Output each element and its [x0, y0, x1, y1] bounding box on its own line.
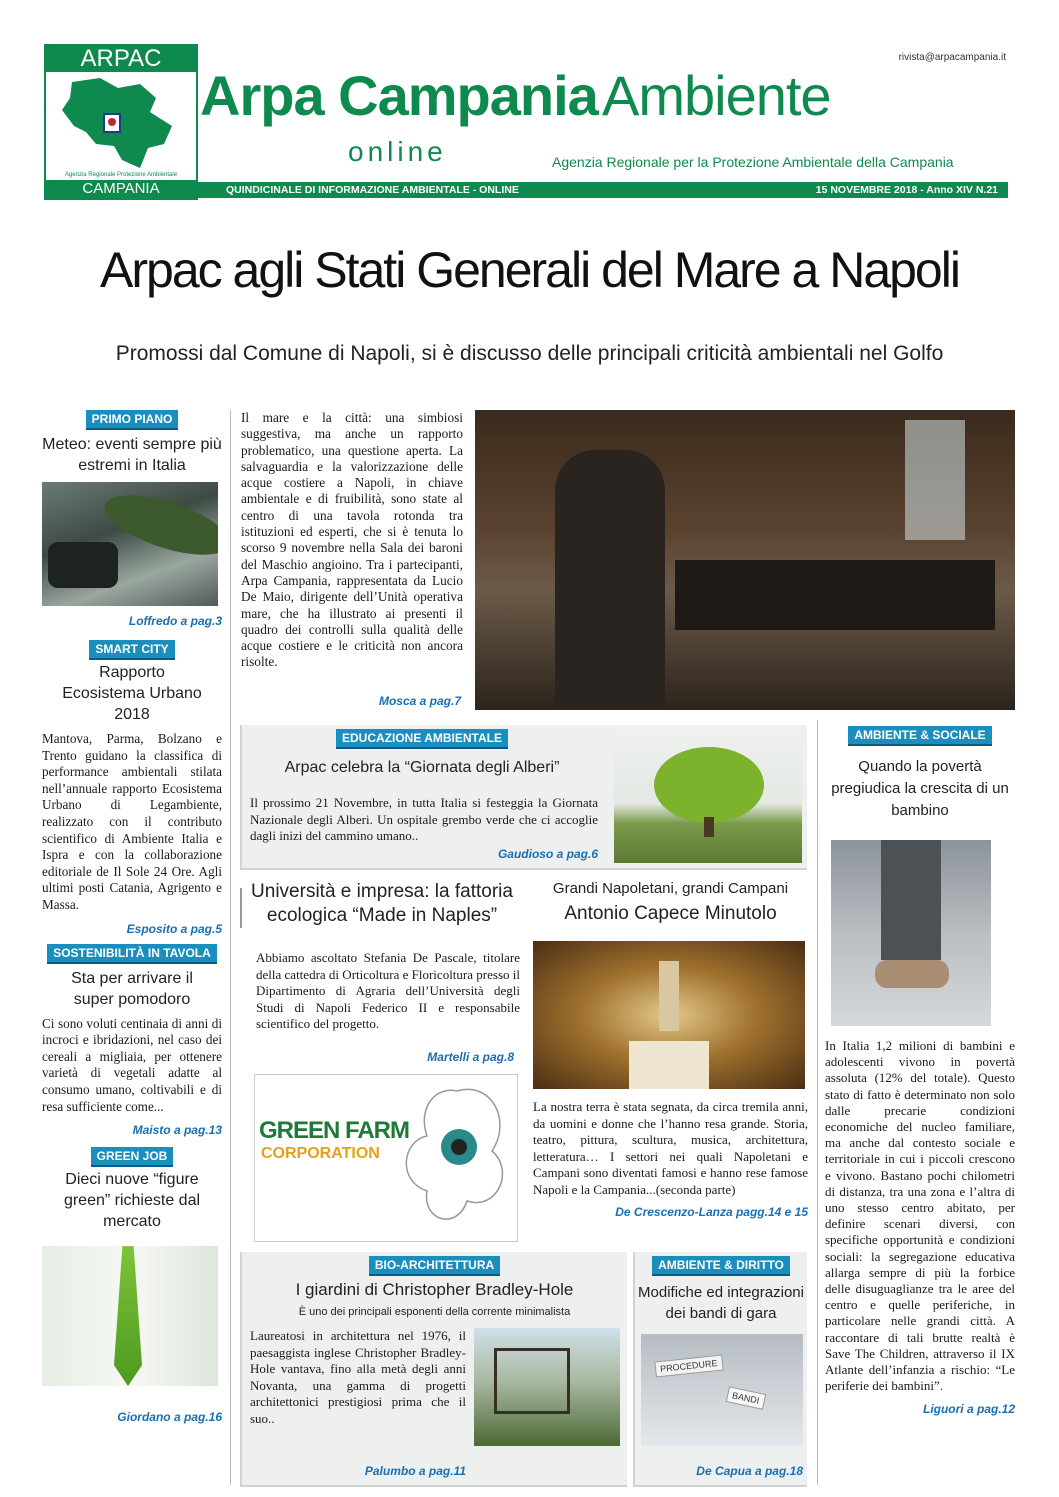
sostenibilita-title[interactable]: Sta per arrivare il super pomodoro — [71, 969, 193, 1008]
green-tie-photo — [42, 1246, 218, 1386]
diritto-tag: AMBIENTE & DIRITTO — [652, 1256, 790, 1276]
left-column — [42, 410, 222, 1485]
green-job-tag: GREEN JOB — [91, 1147, 174, 1167]
green-job-link[interactable]: Giordano a pag.16 — [117, 1410, 222, 1425]
diritto-panel — [633, 1252, 807, 1487]
logo-bottom-text: CAMPANIA — [46, 180, 196, 198]
universita-section — [240, 878, 525, 1248]
car-shape — [48, 542, 118, 588]
diritto-link[interactable]: De Capua a pag.18 — [696, 1464, 803, 1478]
arpac-logo — [44, 44, 198, 200]
primo-piano-tag: PRIMO PIANO — [86, 410, 179, 430]
conference-photo — [475, 410, 1015, 710]
legs-shape — [881, 840, 941, 960]
bio-panel — [240, 1252, 627, 1487]
strip-left: QUINDICINALE DI INFORMAZIONE AMBIENTALE - ONLINE — [226, 184, 519, 196]
smart-city-title[interactable]: Rapporto Ecosistema Urbano 2018 — [62, 664, 202, 723]
agency-line: Agenzia Regionale per la Protezione Ambientale della Campania — [552, 154, 954, 170]
bio-text: Laureatosi in architettura nel 1976, il paesaggista inglese Christopher Bradley-Hole vantava, fino alla metà degli anni Novanta, una gamma di progetti architettonici prestigiosi prima che il suo.. — [250, 1328, 466, 1426]
online-label: online — [348, 136, 447, 167]
smart-city-text: Mantova, Parma, Bolzano e Trento guidano la classifica di performance ambientali stilata nell’annuale rapporto Ecosistema Urbano di Legambiente, realizzato con il contributo scientifico di Ambiente Italia e Ispra e con la collaborazione editoriale de Il Sole 24 Ore. Agli ultimi posti Catania, Agrigento e Massa. — [42, 731, 222, 912]
window-light — [905, 420, 965, 540]
grandi-title[interactable]: Antonio Capece Minutolo — [564, 903, 777, 924]
sociale-tag: AMBIENTE & SOCIALE — [848, 726, 991, 746]
page-subheadline: Promossi dal Comune di Napoli, si è discusso delle principali criticità ambientali nel Golfo — [115, 342, 944, 365]
grandi-section — [533, 880, 808, 1240]
universita-link[interactable]: Martelli a pag.8 — [427, 1050, 514, 1064]
chapel-photo — [533, 941, 805, 1089]
educazione-link[interactable]: Gaudioso a pag.6 — [497, 847, 598, 861]
sociale-link[interactable]: Liguori a pag.12 — [922, 1402, 1015, 1417]
sostenibilita-tag: SOSTENIBILITÀ IN TAVOLA — [47, 944, 217, 964]
grandi-link[interactable]: De Crescenzo-Lanza pagg.14 e 15 — [615, 1204, 808, 1219]
right-divider — [817, 720, 818, 1485]
title-light: Ambiente — [602, 64, 831, 127]
procedure-folder-label: PROCEDURE — [654, 1355, 723, 1378]
bio-tag: BIO-ARCHITETTURA — [369, 1256, 500, 1276]
green-farm-line1: GREEN FARM — [259, 1117, 410, 1144]
green-farm-image — [254, 1074, 518, 1242]
green-farm-line2: CORPORATION — [261, 1145, 380, 1162]
sociale-section — [825, 726, 1015, 1486]
sostenibilita-text: Ci sono voluti centinaia di anni di incroci e ibridazioni, nel caso dei cereali a migliaia, per ottenere varietà di vegetali adatte al consumo umano, coltivabili e di resa sufficiente come... — [42, 1015, 222, 1114]
crucifix-shape — [659, 961, 679, 1031]
title-bold: Arpa Campania — [200, 64, 598, 127]
strip-right: 15 NOVEMBRE 2018 - Anno XIV N.21 — [815, 184, 998, 196]
bio-subtitle: È uno dei principali esponenti della corrente minimalista — [298, 1306, 571, 1318]
sociale-text: In Italia 1,2 milioni di bambini e adolescenti vivono in povertà assoluta (12% del totale). Questo stato di fatto è determinato non solo dalle precarie condizioni economiche del nucleo familiare, ma anche dal contesto sociale e territoriale in cui i piccoli crescono e vivono. Bastano pochi chilometri di distanza, tra una zona e l’altra di uno stesso centro abitato, per definire scenari diversi, con specifiche opportunità e condizioni sociali: la segregazione educativa allarga sempre di più la forbice delle disuguaglianze tra le aree del centro e quelle periferiche, in particolare nelle grandi città. A raccontare di tali brutte realtà è Save The Children, attraverso il IX Atlante dell’infanzia a rischio: “Le periferie dei bambini”. — [825, 1038, 1015, 1394]
tree-photo — [614, 731, 802, 863]
sociale-title[interactable]: Quando la povertà pregiudica la crescita di un bambino — [831, 758, 1009, 819]
universita-frame-left — [240, 888, 242, 928]
feet-shape — [875, 960, 949, 988]
diritto-title[interactable]: Modifiche ed integrazioni dei bandi di gara — [638, 1284, 804, 1322]
masthead — [40, 42, 1010, 200]
bio-title[interactable]: I giardini di Christopher Bradley-Hole — [295, 1280, 574, 1299]
green-job-title[interactable]: Dieci nuove “figure green” richieste dal mercato — [63, 1171, 201, 1231]
pavilion-shape — [494, 1348, 570, 1414]
altar-shape — [629, 1041, 709, 1089]
educazione-title[interactable]: Arpac celebra la “Giornata degli Alberi” — [284, 759, 560, 776]
bandi-folder-label: BANDI — [726, 1386, 766, 1409]
primo-piano-title[interactable]: Meteo: eventi sempre più estremi in Italia — [42, 436, 222, 474]
educazione-panel — [240, 725, 807, 870]
info-strip — [196, 182, 1008, 198]
lead-text: Il mare e la città: una simbiosi suggestiva, ma anche un rapporto problematico, una questione aperta. La salvaguardia e la valorizzazione delle acque costiere a Napoli, in chiave ambientale e di fruibilità, sono state al centro di una tavola rotonda tra istituzioni ed esperti, che si è tenuta lo scorso 9 novembre nella Sala dei baroni del Maschio angioino. Tra i partecipanti, Arpa Campania, rappresentata da Lucio De Maio, dirigente dell’Unità operativa mare, che ha illustrato ai presenti il quadro dei controlli sulla qualità delle acque costiere e le criticità non ancora risolte. — [241, 410, 463, 670]
universita-text: Abbiamo ascoltato Stefania De Pascale, titolare della cattedra di Orticoltura e Floricoltura presso il Dipartimento di Agraria dell’Università degli Studi di Napoli Federico II e responsabile scientifico del progetto. — [256, 950, 520, 1032]
tie-shape — [114, 1246, 142, 1386]
logo-top-text: ARPAC — [46, 46, 196, 72]
garden-photo — [474, 1328, 620, 1446]
panel-table — [675, 560, 995, 630]
column-divider — [230, 410, 231, 1485]
child-feet-photo — [831, 840, 991, 1026]
storm-tree-photo — [42, 482, 218, 606]
smart-city-link[interactable]: Esposito a pag.5 — [126, 921, 222, 936]
campania-map-icon — [52, 74, 192, 174]
grandi-text: La nostra terra è stata segnata, da circa tremila anni, da uomini e donne che l’hanno resa grande. Storia, teatro, pittura, scultura, musica, architettura, letteratura… I settori nei quali Napoletani e Campani sono diventati famosi e hanno rese famose Napoli e la Campania...(seconda parte) — [533, 1099, 808, 1197]
educazione-text: Il prossimo 21 Novembre, in tutta Italia si festeggia la Giornata Nazionale degli Alberi. Un ospitale grembo verde che ci accoglie dagli inizi del cammino umano.. — [250, 795, 598, 844]
grandi-kicker: Grandi Napoletani, grandi Campani — [552, 880, 789, 897]
sostenibilita-link[interactable]: Maisto a pag.13 — [132, 1123, 222, 1138]
universita-title[interactable]: Università e impresa: la fattoria ecologica “Made in Naples” — [251, 881, 513, 926]
folders-photo — [641, 1334, 803, 1446]
flower-diagram-icon — [397, 1081, 515, 1235]
page-headline: Arpac agli Stati Generali del Mare a Napoli — [100, 242, 959, 298]
bio-link[interactable]: Palumbo a pag.11 — [364, 1464, 466, 1478]
primo-piano-link[interactable]: Loffredo a pag.3 — [128, 614, 222, 628]
lectern-shape — [555, 450, 665, 710]
logo-small-text: Agenzia Regionale Protezione Ambientale — [64, 172, 178, 178]
email[interactable]: rivista@arpacampania.it — [898, 52, 1006, 63]
smart-city-tag: SMART CITY — [89, 640, 174, 660]
educazione-tag: EDUCAZIONE AMBIENTALE — [336, 729, 508, 749]
tree-trunk-shape — [704, 817, 714, 837]
lead-link[interactable]: Mosca a pag.7 — [378, 694, 461, 708]
tree-crown-shape — [654, 747, 764, 823]
